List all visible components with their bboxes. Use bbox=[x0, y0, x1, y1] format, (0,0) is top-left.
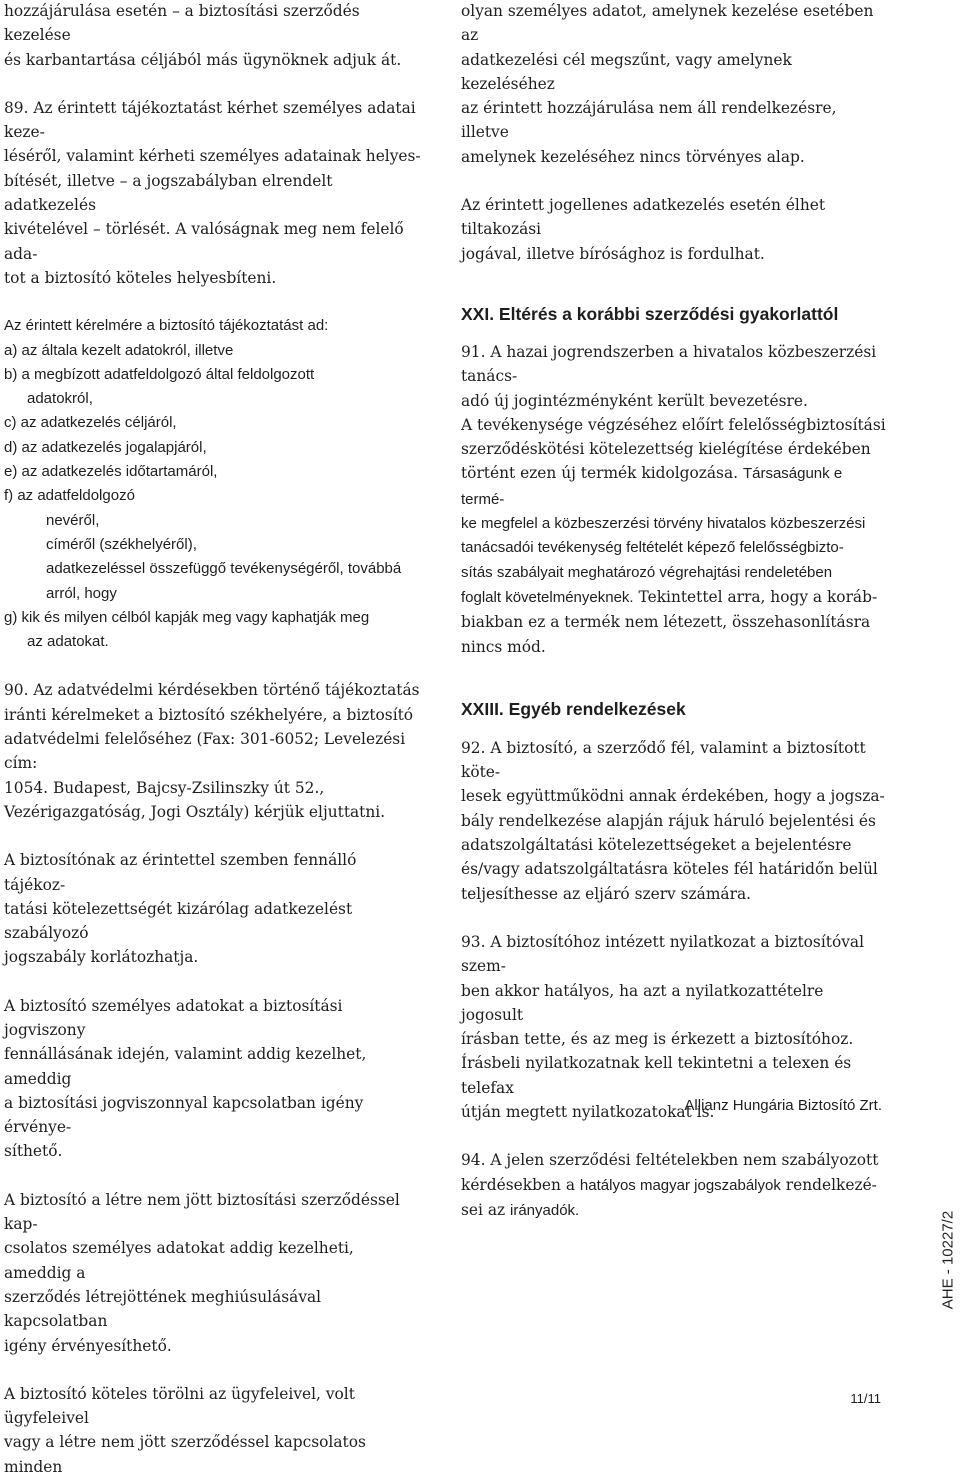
text-line: a biztosítási jogviszonnyal kapcsolatban igény érvénye- bbox=[4, 1093, 364, 1137]
paragraph-93 bbox=[461, 930, 886, 1124]
paragraph-manage bbox=[4, 994, 422, 1164]
text-line: csolatos személyes adatokat addig kezelheti, ameddig a bbox=[4, 1239, 354, 1282]
text-line: iránti kérelmeket a biztosító székhelyére, a biztosító bbox=[4, 705, 414, 724]
sub-item-text: címéről (székhelyéről), bbox=[46, 535, 197, 553]
info-list bbox=[4, 339, 422, 655]
text-line: bály rendelkezése alapján rájuk háruló bejelentési és bbox=[461, 811, 876, 830]
text-line: és/vagy adatszolgáltatásra köteles fél határidőn belül bbox=[461, 860, 878, 879]
list-item: f) az adatfeldolgozó bbox=[4, 487, 135, 505]
section-heading-xxiii: XXIII. Egyéb rendelkezések bbox=[461, 698, 686, 719]
highlight-text: ke megfelel a közbeszerzési törvény hivatalos közbeszerzési bbox=[461, 515, 866, 533]
sub-item-text: adatkezeléssel összefüggő tevékenységéről, továbbá bbox=[46, 560, 402, 578]
text-line: és karbantartása céljából más ügynöknek adjuk át. bbox=[4, 50, 402, 69]
text-line: kivételével – törlését. A valóságnak meg nem felelő ada- bbox=[4, 220, 404, 263]
sub-list-item bbox=[4, 557, 422, 581]
paragraph-delete bbox=[4, 1382, 422, 1479]
paragraph-91 bbox=[461, 340, 886, 659]
highlight-text: hatályos magyar jogszabályok bbox=[579, 1176, 781, 1194]
text-line: tatási kötelezettségét kizárólag adatkezelést szabályozó bbox=[4, 899, 353, 943]
company-signature: Allianz Hungária Biztosító Zrt. bbox=[684, 1097, 882, 1114]
text-line bbox=[461, 461, 886, 512]
text-line: fennállásának idején, valamint addig kezelhet, ameddig bbox=[4, 1045, 367, 1088]
text-line: adatszolgáltatási kötelezettségeket a bejelentésre bbox=[461, 836, 852, 855]
sub-list-item bbox=[4, 533, 422, 557]
text-span: rendelkezé- bbox=[780, 1175, 877, 1194]
list-item: b) a megbízott adatfeldolgozó által feldolgozott bbox=[4, 365, 315, 383]
highlight-text: foglalt követelményeknek. bbox=[461, 588, 634, 606]
paragraph-limit bbox=[4, 848, 422, 969]
text-line: Vezérigazgatóság, Jogi Osztály) kérjük eljuttatni. bbox=[4, 802, 386, 821]
highlight-text: sítás szabályait meghatározó végrehajtási rendeletében bbox=[461, 563, 833, 581]
text-line: ben akkor hatályos, ha azt a nyilatkozattételre jogosult bbox=[461, 981, 824, 1024]
text-line: A biztosító személyes adatokat a biztosítási jogviszony bbox=[4, 996, 343, 1039]
list-item: c) az adatkezelés céljáról, bbox=[4, 414, 177, 432]
text-line: Az érintett jogellenes adatkezelés esetén élhet tiltakozási bbox=[461, 196, 826, 239]
document-code: AHE - 10227/2 bbox=[939, 1210, 957, 1310]
text-line: írásban tette, és az meg is érkezett a biztosítóhoz. bbox=[461, 1030, 854, 1049]
paragraph-unborn bbox=[4, 1188, 422, 1358]
text-line: teljesíthesse az eljáró szerv számára. bbox=[461, 884, 752, 903]
text-line: lesek együttműködni annak érdekében, hogy a jogsza- bbox=[461, 787, 885, 806]
text-line: A biztosító a létre nem jött biztosítási szerződéssel kap- bbox=[4, 1190, 400, 1234]
text-line bbox=[461, 585, 886, 610]
text-line: útján megtett nyilatkozatokat is. bbox=[461, 1102, 715, 1121]
text-line: 91. A hazai jogrendszerben a hivatalos közbeszerzési tanács- bbox=[461, 342, 877, 386]
text-line bbox=[461, 1173, 886, 1198]
text-line: síthető. bbox=[4, 1142, 63, 1161]
paragraph-89 bbox=[4, 96, 422, 290]
text-line: 89. Az érintett tájékoztatást kérhet személyes adatai keze- bbox=[4, 98, 416, 142]
text-line: olyan személyes adatot, amelynek kezelése esetében az bbox=[461, 2, 874, 45]
text-line: biakban ez a termék nem létezett, összehasonlításra bbox=[461, 613, 871, 632]
text-line: jogával, illetve bírósághoz is fordulhat. bbox=[461, 244, 765, 263]
text-line: Írásbeli nyilatkozatnak kell tekintetni a telexen és telefax bbox=[461, 1054, 852, 1097]
text-line: jogszabály korlátozhatja. bbox=[4, 948, 199, 967]
text-span: Tekintettel arra, hogy a koráb- bbox=[638, 587, 878, 606]
text-line: az érintett hozzájárulása nem áll rendelkezésre, illetve bbox=[461, 99, 837, 142]
list-item: g) kik és milyen célból kapják meg vagy kaphatják meg bbox=[4, 608, 370, 626]
list-item: d) az adatkezelés jogalapjáról, bbox=[4, 438, 207, 456]
text-line: adatvédelmi felelőséhez (Fax: 301-6052; Levelezési cím: bbox=[4, 730, 406, 773]
request-intro: Az érintett kérelmére a biztosító tájékoztatást ad: bbox=[4, 317, 329, 335]
text-line: léséről, valamint kérheti személyes adatainak helyes- bbox=[4, 147, 421, 166]
list-item: adatokról, bbox=[27, 390, 93, 408]
paragraph-continued bbox=[461, 0, 886, 169]
text-line: szerződés létrejöttének meghiúsulásával kapcsolatban bbox=[4, 1287, 322, 1331]
paragraph-94 bbox=[461, 1148, 886, 1223]
list-item: az adatokat. bbox=[27, 633, 109, 651]
section-heading-xxi: XXI. Eltérés a korábbi szerződési gyakorlattól bbox=[461, 303, 839, 324]
paragraph-90 bbox=[4, 678, 422, 824]
paragraph-92 bbox=[461, 736, 886, 906]
text-line: szerződéskötési kötelezettség kielégítése érdekében bbox=[461, 440, 871, 459]
text-line: vagy a létre nem jött szerződéssel kapcsolatos minden bbox=[4, 1433, 366, 1476]
text-span: történt ezen új termék kidolgozása. bbox=[461, 464, 739, 483]
text-line: amelynek kezeléséhez nincs törvényes alap. bbox=[461, 147, 805, 166]
text-line: 94. A jelen szerződési feltételekben nem szabályozott bbox=[461, 1151, 879, 1170]
text-line: adatkezelési cél megszűnt, vagy amelynek kezeléséhez bbox=[461, 50, 792, 93]
text-line: bítését, illetve – a jogszabályban elrendelt adatkezelés bbox=[4, 171, 333, 215]
text-span: sei az bbox=[461, 1200, 510, 1219]
text-span: kérdésekben a bbox=[461, 1175, 580, 1194]
text-line: 93. A biztosítóhoz intézett nyilatkozat a biztosítóval szem- bbox=[461, 932, 864, 976]
text-line: 1054. Budapest, Bajcsy-Zsilinszky út 52., bbox=[4, 778, 325, 797]
left-column bbox=[4, 0, 422, 1479]
text-line: A biztosító köteles törölni az ügyfeleivel, volt ügyfeleivel bbox=[4, 1384, 355, 1428]
text-line: A biztosítónak az érintettel szemben fennálló tájékoz- bbox=[4, 851, 357, 894]
text-line: adó új jogintézményként került bevezetésre. bbox=[461, 391, 808, 410]
text-line: 92. A biztosító, a szerződő fél, valamint a biztosított köte- bbox=[461, 738, 866, 782]
right-column bbox=[461, 0, 886, 1223]
text-line: nincs mód. bbox=[461, 637, 546, 656]
sub-item-text: nevéről, bbox=[46, 511, 100, 529]
paragraph-objection bbox=[461, 193, 886, 266]
highlight-text: Társaságunk e termé- bbox=[461, 465, 843, 508]
text-line bbox=[461, 1198, 886, 1223]
highlight-text: irányadók. bbox=[510, 1201, 580, 1219]
text-line: A tevékenysége végzéséhez előírt felelősségbiztosítási bbox=[461, 415, 886, 434]
text-line: igény érvényesíthető. bbox=[4, 1336, 172, 1355]
page-number: 11/11 bbox=[850, 1391, 881, 1406]
text-line: 90. Az adatvédelmi kérdésekben történő tájékoztatás bbox=[4, 681, 420, 700]
list-item: a) az általa kezelt adatokról, illetve bbox=[4, 341, 234, 359]
sub-list-item bbox=[4, 509, 422, 533]
highlight-text: tanácsadói tevékenység feltételét képező felelősségbizto- bbox=[461, 539, 844, 557]
text-line: hozzájárulása esetén – a biztosítási szerződés kezelése bbox=[4, 2, 360, 45]
sub-list-item-cont: arról, hogy bbox=[46, 584, 117, 602]
list-item: e) az adatkezelés időtartamáról, bbox=[4, 463, 218, 481]
text-line: tot a biztosító köteles helyesbíteni. bbox=[4, 268, 277, 287]
